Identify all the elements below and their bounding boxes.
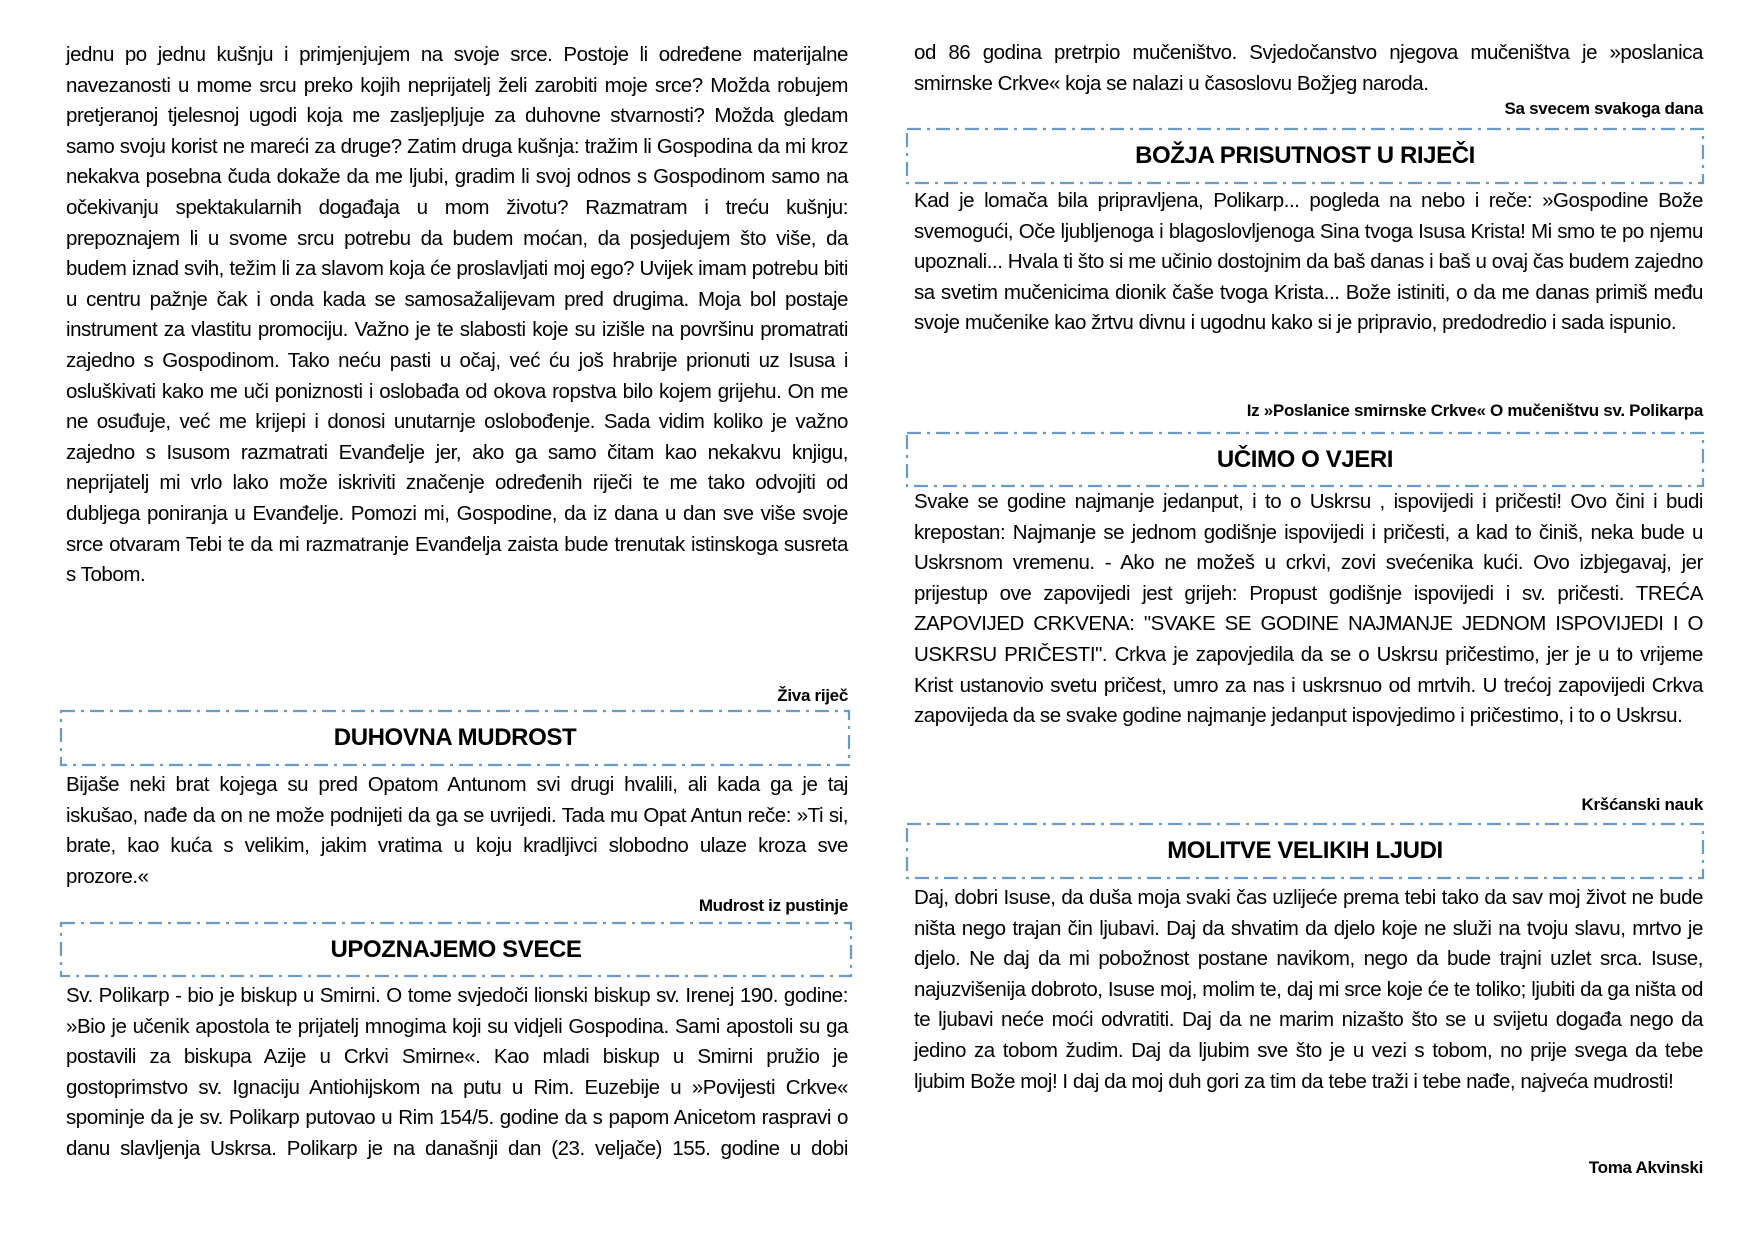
intro-paragraph: jednu po jednu kušnju i primjenjujem na svoje srce. Postoje li određene materijalne navezanosti u mome srcu preko kojih neprijatelj želi zarobiti moje srce? Možda robujem pretjeranoj tjelesnoj ugodi koja me zasljepljuje za duhovne stvarnosti? Možda gledam samo svoju korist ne mareći za druge? Zatim druga kušnja: tražim li Gospodina da mi kroz nekakva posebna čuda dokaže da me ljubi, gradim li svoj odnos s Gospodinom samo na očekivanju spektakularnih događaja u mom životu? Razmatram i treću kušnju: prepoznajem li u svome srcu potrebu da budem moćan, da posjedujem što više, da budem iznad svih, težim li za slavom koja će proslavljati moj ego? Uvijek imam potrebu biti u centru pažnje čak i onda kada se samosažalijevam pred drugima. Moja bol postaje instrument za vlastitu promociju. Važno je te slabosti koje su izišle na površinu promatrati zajedno s Gospodinom. Tako neću pasti u očaj, već ću još hrabrije prionuti uz Isusa i osluškivati kako me uči poniznosti i oslobađa od okova ropstva bilo kojem grijehu. On me ne osuđuje, već me krijepi i donosi unutarnje oslobođenje. Sada vidim koliko je važno zajedno s Isusom razmatrati Evanđelje jer, ako ga samo čitam kao nekakvu knjigu, neprijatelj mi vrlo lako može iskriviti značenje određenih riječi te me tako odvojiti od dubljega poniranja u Evanđelje. Pomozi mi, Gospodine, da iz dana u dan sve više svoje srce otvaram Tebi te da mi razmatranje Evanđelja zaista bude trenutak istinskoga susreta s Tobom.	[66, 43, 848, 587]
section-heading-box-duhovna-mudrost	[60, 710, 850, 766]
section-body-bozja-prisutnost: Kad je lomača bila pripravljena, Polikarp... pogleda na nebo i reče: »Gospodine Bože svemogući, Oče ljubljenoga i blagoslovljenoga Sina tvoga Isusa Krista! Mi smo te po njemu upoznali... Hvala ti što si me učinio dostojnim da baš danas i baš u ovaj čas budem zajedno sa svetim mučenicima dionik čaše tvoga Krista... Bože istiniti, o da me danas primiš među svoje mučenike kao žrtvu divnu i ugodnu kako si je pripravio, predodredio i sada ispunio.	[914, 189, 1703, 335]
section-heading-box-bozja-prisutnost	[906, 128, 1704, 184]
section-body-duhovna-mudrost: Bijaše neki brat kojega su pred Opatom Antunom svi drugi hvalili, ali kada ga je taj iskušao, nađe da on ne može podnijeti da ga se uvrijedi. Tada mu Opat Antun reče: »Ti si, brate, kao kuća s velikim, jakim vratima u koju kradljivci slobodno ulaze kroza sve prozore.«	[66, 773, 848, 888]
section-attribution-molitve-velikih-ljudi: Toma Akvinski	[1588, 1158, 1703, 1177]
section-body-molitve-velikih-ljudi: Daj, dobri Isuse, da duša moja svaki čas uzlijeće prema tebi tako da sav moj život ne bude ništa nego trajan čin ljubavi. Daj da shvatim da djelo koje ne služi na tvoju slavu, mrtvo je djelo. Ne daj da mi pobožnost postane navikom, nego da bude trajni uzlet srca. Isuse, najuzvišenija dobroto, Isuse moj, molim te, daj mi srce koje će te toliko; ljubiti da ga ništa od te ljubavi neće moći odvratiti. Daj da ne marim nizašto što se u svijetu događa nego da jedino za tobom žudim. Daj da ljubim sve što je u vezi s tobom, no prije svega da tebe ljubim Bože moj! I daj da moj duh gori za tim da tebe traži i tebe nađe, najveća mudrosti!	[914, 886, 1703, 1093]
section-heading-box-ucimo-o-vjeri	[906, 432, 1704, 487]
section-title: DUHOVNA MUDROST	[333, 724, 577, 751]
intro-attribution: Živa riječ	[777, 686, 848, 705]
section-body-upoznajemo-svece: Sv. Polikarp - bio je biskup u Smirni. O tome svjedoči lionski biskup sv. Irenej 190. godine: »Bio je učenik apostola te prijatelj mnogima koji su vidjeli Gospodina. Sami apostoli su ga postavili za biskupa Azije u Crkvi Smirne«. Kao mladi biskup u Smirni pružio je gostoprimstvo sv. Ignaciju Antiohijskom na putu u Rim. Euzebije u »Povijesti Crkve« spominje da je sv. Polikarp putovao u Rim 154/5. godine da s papom Anicetom raspravi o danu slavljenja Uskrsa. Polikarp je na današnji dan (23. veljače) 155. godine u dobi	[66, 984, 848, 1160]
section-heading-box-molitve-velikih-ljudi	[906, 823, 1704, 879]
section-title: UČIMO O VJERI	[1216, 445, 1394, 473]
section-title: UPOZNAJEMO SVECE	[330, 935, 582, 963]
continuation-attribution: Sa svecem svakoga dana	[1504, 99, 1703, 118]
section-attribution-duhovna-mudrost: Mudrost iz pustinje	[698, 896, 848, 915]
section-title: MOLITVE VELIKIH LJUDI	[1167, 837, 1443, 864]
section-title: BOŽJA PRISUTNOST U RIJEČI	[1135, 142, 1475, 169]
section-attribution-ucimo-o-vjeri: Kršćanski nauk	[1581, 795, 1703, 814]
continuation-paragraph: od 86 godina pretrpio mučeništvo. Svjedočanstvo njegova mučeništva je »poslanica smirnske Crkve« koja se nalazi u časoslovu Božjeg naroda.	[914, 41, 1703, 95]
section-body-ucimo-o-vjeri: Svake se godine najmanje jedanput, i to o Uskrsu , ispovijedi i pričesti! Ovo čini i budi krepostan: Najmanje se jednom godišnje ispovijedi i pričesti, a kad to činiš, neka bude u Uskrsnom vremenu. - Ako ne možeš u crkvi, zovi svećenika kući. Ovo izbjegavaj, jer prijestup ove zapovijedi jest grijeh: Propust godišnje ispovijedi i sv. pričesti. TREĆA ZAPOVIJED CRKVENA: "SVAKE SE GODINE NAJMANJE JEDNOM ISPOVIJEDI I O USKRSU PRIČESTI". Crkva je zapovjedila da se o Uskrsu pričestimo, jer je u to vrijeme Krist ustanovio svetu pričest, umro za nas i uskrsnuo od mrtvih. U trećoj zapovijedi Crkva zapovijeda da se svake godine najmanje jedanput ispovjedimo i pričestimo, i to o Uskrsu.	[914, 490, 1703, 728]
section-attribution-bozja-prisutnost: Iz »Poslanice smirnske Crkve« O mučeništvu sv. Polikarpa	[1246, 401, 1703, 420]
section-heading-box-upoznajemo-svece	[60, 922, 852, 977]
